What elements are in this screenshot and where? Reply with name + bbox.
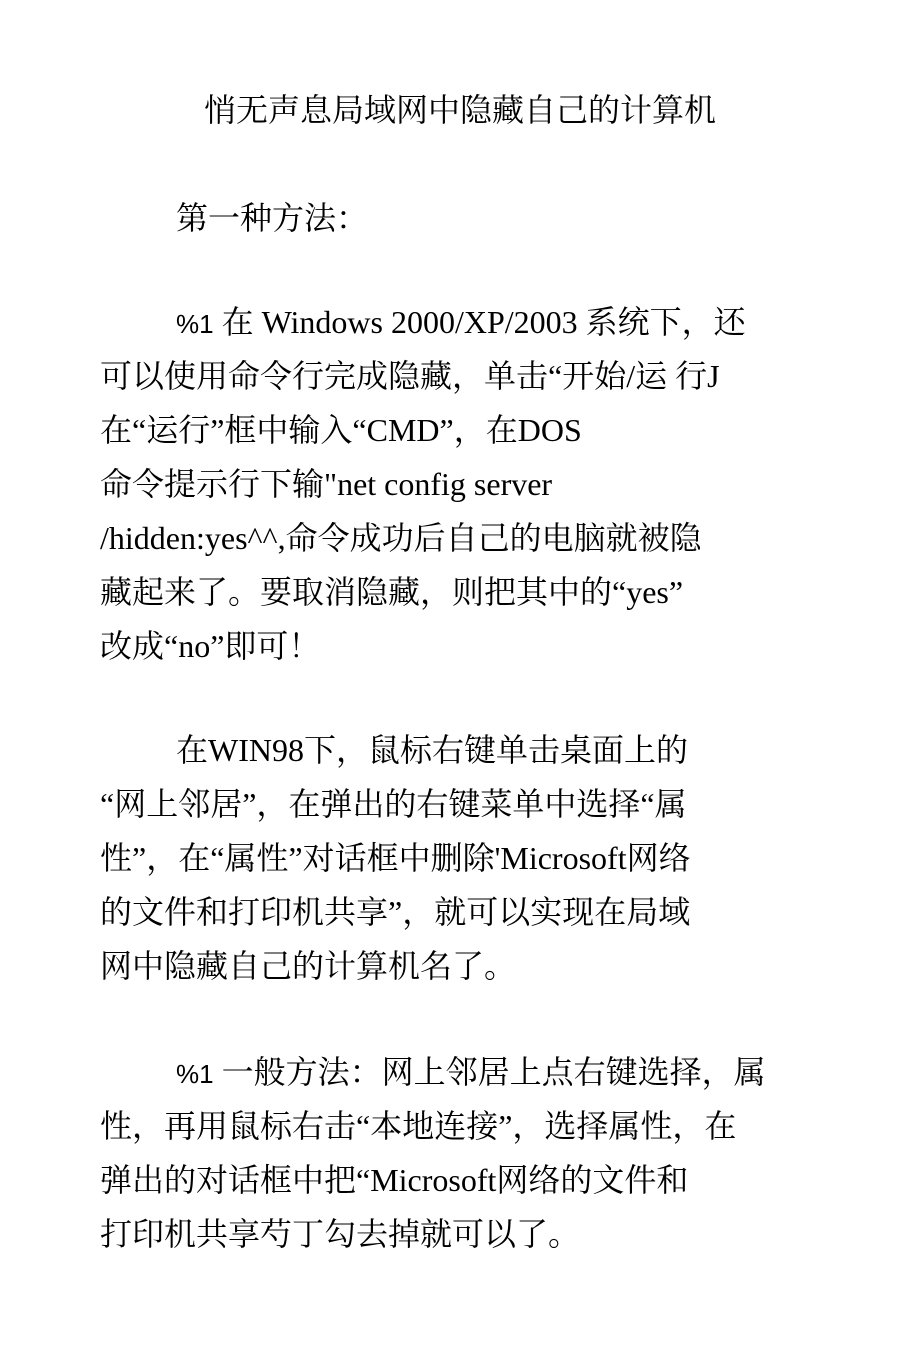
paragraph-2-line-3: 性”，在“属性”对话框中删除'Microsoft网络 <box>100 840 691 876</box>
paragraph-3-line-4: 打印机共享芍丁勾去掉就可以了。 <box>100 1216 581 1252</box>
list-marker: %1 <box>176 309 214 339</box>
paragraph-2-line-4: 的文件和打印机共享”，就可以实现在局域 <box>100 894 691 930</box>
paragraph-3-line-2: 性，再用鼠标右击“本地连接”，选择属性，在 <box>100 1108 737 1144</box>
paragraph-1-line-1: %1 在 Windows 2000/XP/2003 系统下，还 <box>176 304 746 340</box>
paragraph-3-line-1: %1 一般方法：网上邻居上点右键选择，属 <box>176 1054 766 1090</box>
document-title: 悄无声息局域网中隐藏自己的计算机 <box>203 92 716 128</box>
paragraph-1-line-6: 藏起来了。要取消隐藏，则把其中的“yes” <box>100 574 684 610</box>
method-heading: 第一种方法： <box>176 200 369 236</box>
paragraph-1-line-4: 命令提示行下输"net config server <box>100 466 553 502</box>
paragraph-1-line-2: 可以使用命令行完成隐藏，单击“开始/运 行J <box>100 358 720 394</box>
paragraph-2-line-2: “网上邻居”，在弹出的右键菜单中选择“属 <box>100 786 687 822</box>
paragraph-1-line-3: 在“运行”框中输入“CMD”，在DOS <box>100 412 582 448</box>
list-marker: %1 <box>176 1059 214 1089</box>
paragraph-1-line-5: /hidden:yes^^,命令成功后自己的电脑就被隐 <box>100 520 702 556</box>
paragraph-2-line-1: 在WIN98下，鼠标右键单击桌面上的 <box>176 732 688 768</box>
paragraph-2-line-5: 网中隐藏自己的计算机名了。 <box>100 948 517 984</box>
paragraph-3-line-3: 弹出的对话框中把“Microsoft网络的文件和 <box>100 1162 689 1198</box>
paragraph-1-line-7: 改成“no”即可！ <box>100 628 321 664</box>
